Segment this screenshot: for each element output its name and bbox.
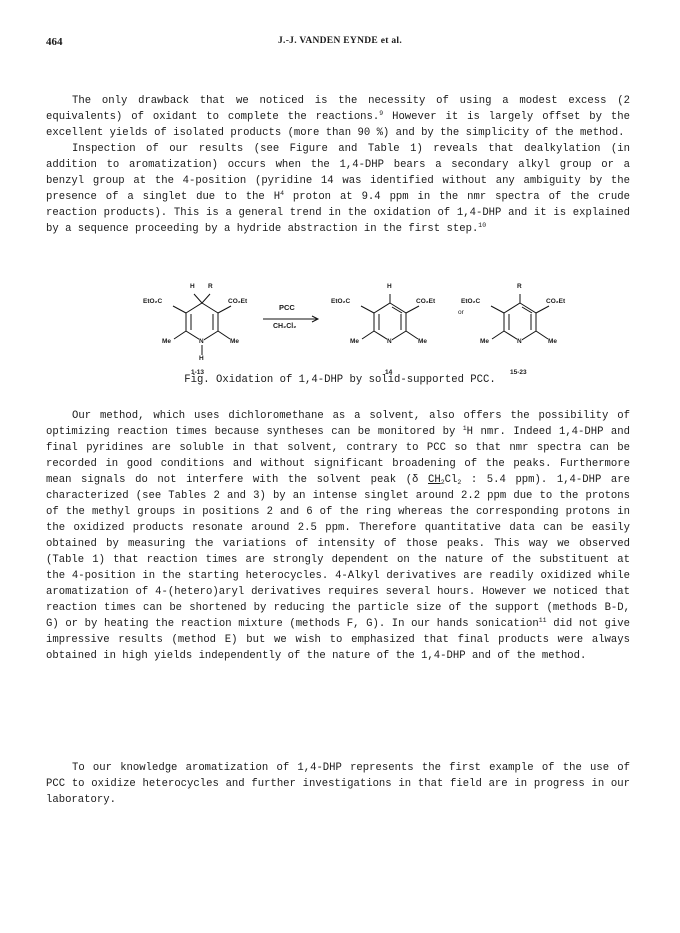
methyl-label: Me [548,338,558,345]
compound-number: 1-13 [191,369,205,376]
ester-label: CO₂Et [416,298,436,305]
subscript: 2 [440,479,445,486]
methyl-label: Me [480,338,490,345]
atom-label: H [199,355,204,362]
running-title: J.-J. VANDEN EYNDE et al. [277,36,403,46]
body-text-block-1 [46,93,630,237]
compound-number: 15-23 [510,369,527,376]
subscript: 2 [457,479,462,486]
superscript: 1 [462,425,467,432]
ester-label: EtO₂C [461,298,481,305]
page-header [0,36,680,52]
methyl-label: Me [162,338,172,345]
atom-label: R [208,283,213,290]
text-run: The only drawback that we noticed is the necessity of using a modest excess (2 equivalents) of oxidant to complete the reactions. [46,95,630,123]
methyl-label: Me [350,338,360,345]
reagent-label: PCC [279,303,295,312]
ester-label: EtO₂C [331,298,351,305]
reference-superscript: 11 [538,617,547,624]
text-run: : 5.4 ppm). 1,4-DHP are characterized (see Tables 2 and 3) by an intense singlet around 2.2 ppm due to the protons of the methyl groups in positions 2 and 6 of the ring whereas the corresponding protons in the oxidized products resonate around 2.5 ppm. Therefore quantitative data can be easily obtained by measuring the variations of intensity of those peaks. This way we observed (Table 1) that reaction times are strongly dependent on the nature of the substituent at the 4-position in the starting heterocycles. 4-Alkyl derivatives are readily oxidized while aromatization of 4-(hetero)aryl derivatives requires several hours. However we noticed that reaction times can be shortened by reducing the particle size of the support (methods B-D, G) or by heating the reaction mixture (methods F, G). In our hands sonication [46,474,630,630]
reaction-scheme [140,283,600,376]
underlined-text: CH [428,474,441,486]
scheme-drawing [140,283,600,373]
text-run: H nmr. Indeed 1,4-DHP and final pyridines are soluble in that solvent, contrary to PCC so that nmr spectra can be recorded in good conditions and without significant broadening of the peaks. Furthermore mean signals do not interfere with the solvent peak (δ [46,426,630,486]
compound-number: 14 [385,369,393,376]
text-run: proton at 9.4 ppm in the nmr spectra of the crude reaction products). This is a general trend in the oxidation of 1,4-DHP and it is explained by a sequence proceeding by a hydride abstraction in the first step. [46,191,630,235]
text-run: However it is largely offset by the excellent yields of isolated products (more than 90 %) and by the simplicity of the method. [46,111,630,139]
superscript: 4 [280,190,284,197]
methyl-label: Me [230,338,240,345]
figure-caption: Fig. Oxidation of 1,4-DHP by solid-supported PCC. [184,374,496,386]
methyl-label: Me [418,338,428,345]
text-run: Inspection of our results (see Figure and Table 1) reveals that dealkylation (in addition to aromatization) occurs when the 1,4-DHP bears a secondary alkyl group or a benzyl group at the 4-position (pyridine 14 was identified without any ambiguity by the presence of a singlet due to the H [46,143,630,203]
nitrogen-label: N [199,338,204,345]
paragraph-method [46,408,630,664]
ester-label: CO₂Et [546,298,566,305]
body-text-block-3 [46,760,630,808]
text-run: Our method, which uses dichloromethane as a solvent, also offers the possibility of optimizing reaction times because syntheses can be monitored by [46,410,630,438]
paragraph-drawback [46,93,630,141]
text-run: did not give impressive results (method E) but we wish to emphasized that final products were always obtained in high yields independently of the nature of the 1,4-DHP and of the method. [46,618,630,662]
atom-label: R [517,283,522,290]
atom-label: H [190,283,195,290]
paragraph-inspection [46,141,630,237]
solvent-label: CH₂Cl₂ [273,323,297,330]
text-run: Cl [444,474,458,486]
nitrogen-label: N [387,338,392,345]
ester-label: CO₂Et [228,298,248,305]
reference-superscript: 10 [478,222,487,229]
reference-superscript: 9 [379,110,384,117]
atom-label: H [387,283,392,290]
body-text-block-2 [46,408,630,664]
nitrogen-label: N [517,338,522,345]
page-number: 464 [46,36,63,48]
ester-label: EtO₂C [143,298,163,305]
or-label: or [458,309,464,316]
paragraph-conclusion: To our knowledge aromatization of 1,4-DHP represents the first example of the use of PCC to oxidize heterocycles and further investigations in that field are in progress in our laboratory. [46,762,630,806]
